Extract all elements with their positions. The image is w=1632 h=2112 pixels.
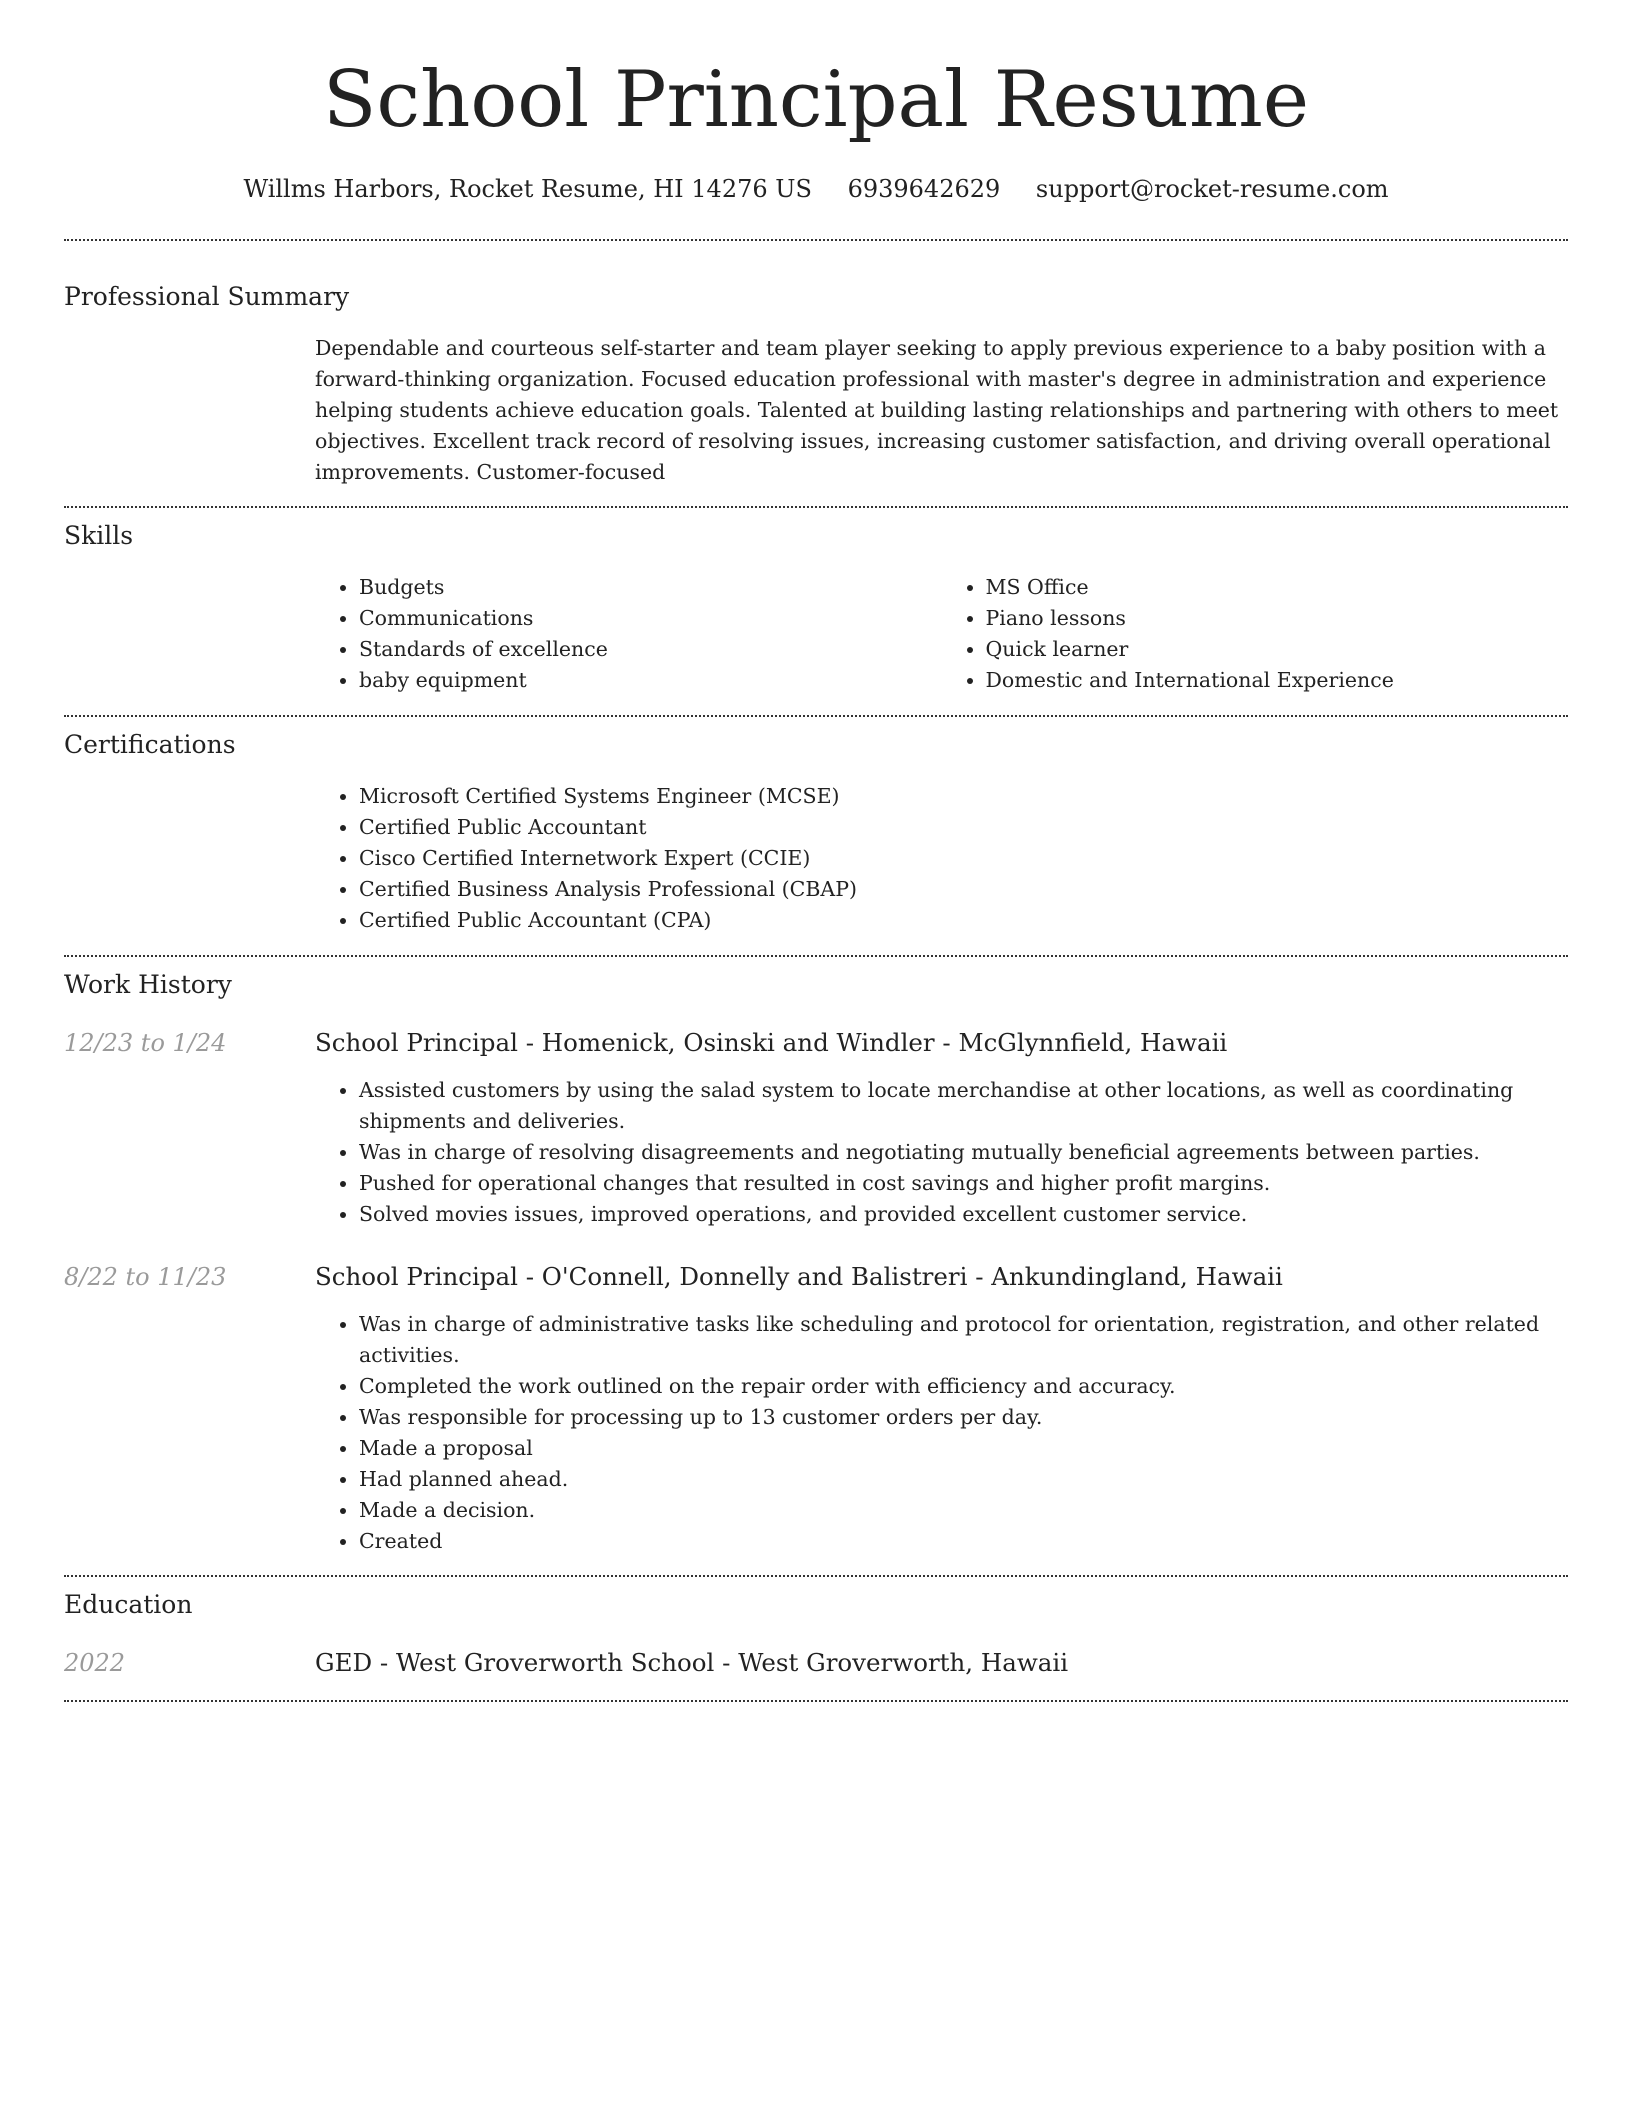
contact-line: [64, 170, 1568, 208]
job-date: 12/23 to 1/24: [64, 1029, 227, 1057]
job-bullet: • Made a proposal: [359, 1433, 1568, 1464]
resume-page: [64, 0, 1568, 1702]
section-title-education: Education: [64, 1590, 193, 1619]
job-body: [315, 1026, 1568, 1230]
job-bullet: • Was in charge of resolving disagreements and negotiating mutually beneficial agreements between parties.: [359, 1137, 1568, 1168]
skill-item: • Quick learner: [986, 634, 1569, 665]
skill-item: • Communications: [359, 603, 942, 634]
job-title: School Principal - O'Connell, Donnelly and Balistreri - Ankundingland, Hawaii: [315, 1262, 1283, 1291]
job-bullets: [315, 1075, 1568, 1230]
contact-email: support@rocket-resume.com: [1035, 175, 1389, 203]
contact-phone: 6939642629: [847, 175, 1001, 203]
certification-item: • Certified Public Accountant (CPA): [359, 905, 1568, 936]
job-bullet: • Made a decision.: [359, 1495, 1568, 1526]
skills-columns: [315, 572, 1568, 696]
skills-list-right: [942, 572, 1569, 696]
skill-item: • Domestic and International Experience: [986, 665, 1569, 696]
job-entry: [64, 1026, 1568, 1230]
skill-item: • Piano lessons: [986, 603, 1569, 634]
job-body: [315, 1260, 1568, 1557]
job-bullet: • Solved movies issues, improved operations, and provided excellent customer service.: [359, 1199, 1568, 1230]
certification-item: • Microsoft Certified Systems Engineer (MCSE): [359, 781, 1568, 812]
certifications-section: [64, 717, 1568, 936]
certification-item: • Cisco Certified Internetwork Expert (CCIE): [359, 843, 1568, 874]
job-entry: [64, 1260, 1568, 1557]
job-title: School Principal - Homenick, Osinski and Windler - McGlynnfield, Hawaii: [315, 1028, 1228, 1057]
job-bullet: • Assisted customers by using the salad system to locate merchandise at other locations, as well as coordinating shipments and deliveries.: [359, 1075, 1568, 1137]
job-bullet: • Pushed for operational changes that resulted in cost savings and higher profit margins.: [359, 1168, 1568, 1199]
certifications-list: [315, 781, 1568, 936]
divider: [64, 1700, 1568, 1702]
education-section: [64, 1577, 1568, 1680]
skill-item: • Budgets: [359, 572, 942, 603]
section-title-work-history: Work History: [64, 970, 232, 999]
job-bullet: • Was in charge of administrative tasks like scheduling and protocol for orientation, registration, and other related activities.: [359, 1309, 1568, 1371]
job-bullet: • Created: [359, 1526, 1568, 1557]
job-bullets: [315, 1309, 1568, 1557]
resume-title: School Principal Resume: [322, 55, 1310, 145]
certification-item: • Certified Business Analysis Professional (CBAP): [359, 874, 1568, 905]
job-date: 8/22 to 11/23: [64, 1263, 227, 1291]
job-bullet: • Completed the work outlined on the repair order with efficiency and accuracy.: [359, 1371, 1568, 1402]
section-title-summary: Professional Summary: [64, 282, 350, 311]
job-bullet: • Was responsible for processing up to 13 customer orders per day.: [359, 1402, 1568, 1433]
section-title-skills: Skills: [64, 521, 134, 550]
skill-item: • Standards of excellence: [359, 634, 942, 665]
summary-section: [64, 241, 1568, 488]
summary-text: Dependable and courteous self-starter and team player seeking to apply previous experience to a baby position with a forward-thinking organization. Focused education professional with master's degree in administration and experience helping students achieve education goals. Talented at building lasting relationships and partnering with others to meet objectives. Excellent track record of resolving issues, increasing customer satisfaction, and driving overall operational improvements. Customer-focused: [315, 336, 1559, 484]
education-entry: [64, 1646, 1568, 1680]
job-bullet: • Had planned ahead.: [359, 1464, 1568, 1495]
skills-list-left: [315, 572, 942, 696]
section-title-certifications: Certifications: [64, 730, 236, 759]
education-title: GED - West Groverworth School - West Groverworth, Hawaii: [315, 1648, 1069, 1677]
contact-address: Willms Harbors, Rocket Resume, HI 14276 US: [243, 175, 812, 203]
certification-item: • Certified Public Accountant: [359, 812, 1568, 843]
skill-item: • MS Office: [986, 572, 1569, 603]
work-history-section: [64, 957, 1568, 1557]
certifications-content: [315, 781, 1568, 936]
education-date: 2022: [64, 1649, 126, 1677]
skill-item: • baby equipment: [359, 665, 942, 696]
skills-section: [64, 508, 1568, 696]
